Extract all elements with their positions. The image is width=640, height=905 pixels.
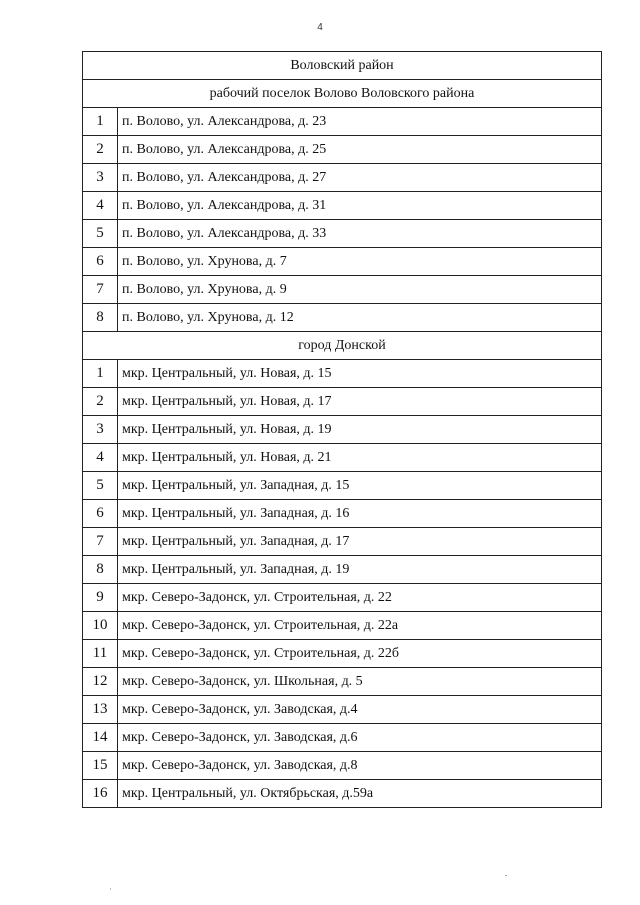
table-row — [83, 780, 602, 808]
table-row — [83, 108, 602, 136]
district-header — [83, 52, 602, 80]
row-number: 13 — [83, 696, 118, 724]
row-number: 14 — [83, 724, 118, 752]
row-number: 4 — [83, 444, 118, 472]
row-address: мкр. Центральный, ул. Западная, д. 17 — [118, 528, 602, 556]
table-row — [83, 724, 602, 752]
page-number: 4 — [317, 22, 323, 33]
row-number: 2 — [83, 388, 118, 416]
row-number: 15 — [83, 752, 118, 780]
row-address: мкр. Центральный, ул. Западная, д. 19 — [118, 556, 602, 584]
locality-header — [83, 80, 602, 108]
table-row — [83, 164, 602, 192]
row-address: мкр. Центральный, ул. Октябрьская, д.59а — [118, 780, 602, 808]
row-number: 3 — [83, 416, 118, 444]
row-number: 6 — [83, 248, 118, 276]
table-row — [83, 360, 602, 388]
row-address: п. Волово, ул. Александрова, д. 27 — [118, 164, 602, 192]
table-row — [83, 276, 602, 304]
row-address: мкр. Северо-Задонск, ул. Заводская, д.4 — [118, 696, 602, 724]
row-number: 3 — [83, 164, 118, 192]
scan-speck — [110, 888, 111, 890]
table-row — [83, 640, 602, 668]
table-row — [83, 612, 602, 640]
locality-header — [83, 332, 602, 360]
table-row — [83, 528, 602, 556]
row-address: мкр. Центральный, ул. Новая, д. 17 — [118, 388, 602, 416]
row-number: 7 — [83, 276, 118, 304]
table-row — [83, 668, 602, 696]
table-row — [83, 500, 602, 528]
table-row — [83, 416, 602, 444]
row-address: мкр. Северо-Задонск, ул. Заводская, д.8 — [118, 752, 602, 780]
row-address: п. Волово, ул. Александрова, д. 33 — [118, 220, 602, 248]
row-number: 2 — [83, 136, 118, 164]
row-address: мкр. Северо-Задонск, ул. Школьная, д. 5 — [118, 668, 602, 696]
row-address: мкр. Центральный, ул. Новая, д. 21 — [118, 444, 602, 472]
row-number: 1 — [83, 360, 118, 388]
table-row — [83, 584, 602, 612]
row-address: п. Волово, ул. Александрова, д. 31 — [118, 192, 602, 220]
district-header-title: Воловский район — [83, 52, 602, 80]
row-number: 8 — [83, 304, 118, 332]
row-number: 6 — [83, 500, 118, 528]
row-number: 12 — [83, 668, 118, 696]
table-row — [83, 136, 602, 164]
table-row — [83, 388, 602, 416]
row-address: мкр. Северо-Задонск, ул. Строительная, д. 22б — [118, 640, 602, 668]
row-address: мкр. Центральный, ул. Западная, д. 15 — [118, 472, 602, 500]
row-number: 10 — [83, 612, 118, 640]
table-row — [83, 556, 602, 584]
table-row — [83, 304, 602, 332]
row-number: 5 — [83, 472, 118, 500]
row-address: мкр. Центральный, ул. Новая, д. 19 — [118, 416, 602, 444]
row-address: мкр. Северо-Задонск, ул. Строительная, д. 22 — [118, 584, 602, 612]
address-table — [82, 51, 602, 808]
row-address: мкр. Северо-Задонск, ул. Заводская, д.6 — [118, 724, 602, 752]
row-number: 8 — [83, 556, 118, 584]
row-address: п. Волово, ул. Хрунова, д. 12 — [118, 304, 602, 332]
row-address: п. Волово, ул. Александрова, д. 23 — [118, 108, 602, 136]
scan-speck — [505, 875, 507, 876]
table-row — [83, 696, 602, 724]
locality-header-title: город Донской — [83, 332, 602, 360]
table-row — [83, 248, 602, 276]
row-address: мкр. Центральный, ул. Новая, д. 15 — [118, 360, 602, 388]
table-row — [83, 472, 602, 500]
table-row — [83, 220, 602, 248]
table-row — [83, 444, 602, 472]
address-table-body — [83, 52, 602, 808]
table-row — [83, 192, 602, 220]
row-address: п. Волово, ул. Хрунова, д. 7 — [118, 248, 602, 276]
row-number: 4 — [83, 192, 118, 220]
row-address: п. Волово, ул. Хрунова, д. 9 — [118, 276, 602, 304]
row-number: 16 — [83, 780, 118, 808]
row-address: п. Волово, ул. Александрова, д. 25 — [118, 136, 602, 164]
row-address: мкр. Северо-Задонск, ул. Строительная, д. 22а — [118, 612, 602, 640]
row-number: 5 — [83, 220, 118, 248]
locality-header-title: рабочий поселок Волово Воловского района — [83, 80, 602, 108]
row-number: 9 — [83, 584, 118, 612]
row-number: 11 — [83, 640, 118, 668]
row-address: мкр. Центральный, ул. Западная, д. 16 — [118, 500, 602, 528]
row-number: 7 — [83, 528, 118, 556]
table-row — [83, 752, 602, 780]
row-number: 1 — [83, 108, 118, 136]
